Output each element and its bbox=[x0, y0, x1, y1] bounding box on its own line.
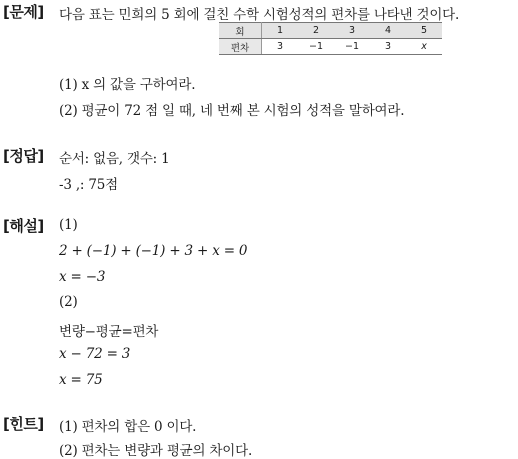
solution-line: x − 72 = 3 bbox=[59, 346, 131, 362]
table-cell: x bbox=[406, 39, 442, 55]
solution-line: x = 75 bbox=[59, 372, 103, 388]
table-cell: 3 bbox=[334, 23, 370, 39]
solution-line: 변량−평균=편차 bbox=[59, 324, 159, 340]
hint-line-2: (2) 편차는 변량과 평균의 차이다. bbox=[59, 443, 253, 459]
hint-label: [힌트] bbox=[3, 415, 44, 433]
table-cell: 회 bbox=[219, 23, 262, 39]
answer-label: [정답] bbox=[3, 147, 44, 165]
table-cell: 2 bbox=[298, 23, 334, 39]
table-cell: −1 bbox=[298, 39, 334, 55]
question-2: (2) 평균이 72 점 일 때, 네 번째 본 시험의 성적을 말하여라. bbox=[59, 103, 405, 119]
solution-line: (1) bbox=[59, 217, 78, 233]
table-cell: 5 bbox=[406, 23, 442, 39]
table-cell: −1 bbox=[334, 39, 370, 55]
problem-label: [문제] bbox=[3, 3, 44, 21]
solution-line: 2 + (−1) + (−1) + 3 + x = 0 bbox=[59, 243, 248, 259]
solution-label: [해설] bbox=[3, 217, 44, 235]
solution-line: x = −3 bbox=[59, 269, 106, 285]
solution-line: (2) bbox=[59, 294, 78, 310]
table-header-row bbox=[219, 23, 442, 39]
answer-line-2: -3 ,: 75점 bbox=[59, 177, 118, 193]
question-1: (1) x 의 값을 구하여라. bbox=[59, 77, 196, 93]
answer-line-1: 순서: 없음, 갯수: 1 bbox=[59, 151, 170, 167]
table-cell: 편차 bbox=[219, 39, 262, 55]
table-value-row bbox=[219, 39, 442, 55]
hint-line-1: (1) 편차의 합은 0 이다. bbox=[59, 419, 197, 435]
table-cell: 3 bbox=[370, 39, 406, 55]
table-cell: 4 bbox=[370, 23, 406, 39]
problem-statement: 다음 표는 민희의 5 회에 걸친 수학 시험성적의 편차를 나타낸 것이다. bbox=[59, 7, 460, 23]
table-cell: 3 bbox=[262, 39, 299, 55]
table-cell: 1 bbox=[262, 23, 299, 39]
deviation-table bbox=[219, 22, 442, 55]
